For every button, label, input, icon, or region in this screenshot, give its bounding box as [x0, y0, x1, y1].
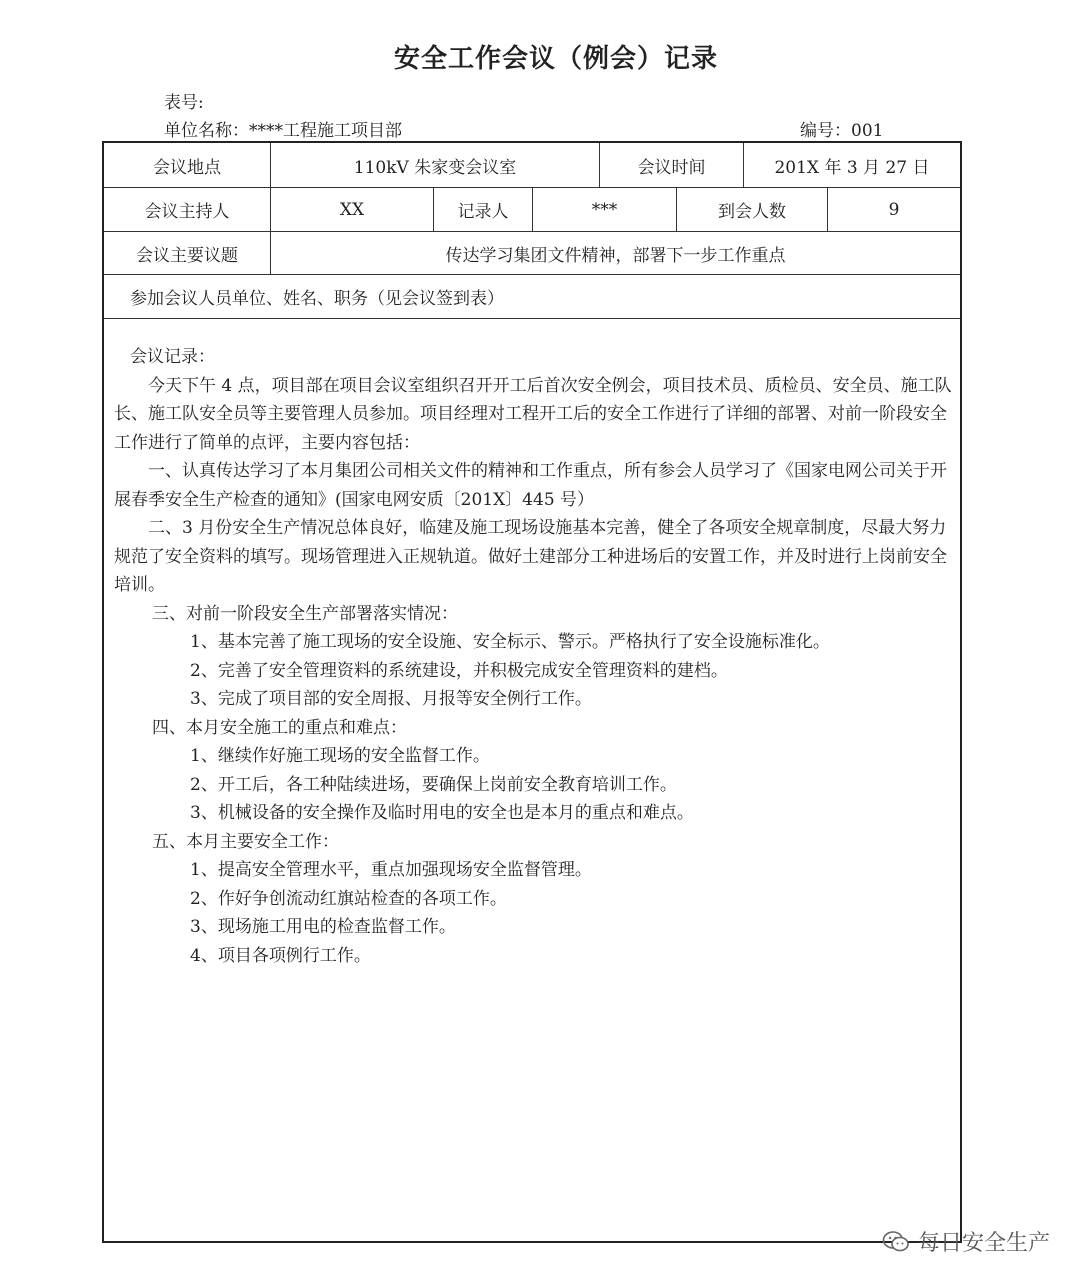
section-4-heading: 四、本月安全施工的重点和难点： — [152, 717, 407, 738]
section-5-item: 3、现场施工用电的检查监督工作。 — [190, 917, 456, 937]
unit-name: 单位名称：****工程施工项目部 — [164, 121, 402, 141]
topic-value: 传达学习集团文件精神，部署下一步工作重点 — [270, 232, 960, 274]
time-value: 201X 年 3 月 27 日 — [743, 143, 960, 187]
host-value: XX — [270, 188, 433, 231]
attendees-value: 9 — [827, 188, 960, 231]
section-5-heading: 五、本月主要安全工作： — [152, 831, 339, 852]
section-5-item: 4、项目各项例行工作。 — [190, 945, 371, 966]
serial-number: 编号：001 — [800, 121, 884, 141]
section-5-item: 1、提高安全管理水平，重点加强现场安全监督管理。 — [190, 860, 592, 880]
section-4-item: 1、继续作好施工现场的安全监督工作。 — [190, 746, 490, 766]
section-1: 一、认真传达学习了本月集团公司相关文件的精神和工作重点，所有参会人员学习了《国家电网公司关于开展春季安全生产检查的通知》(国家电网安质〔201X〕445 号） — [114, 461, 947, 510]
section-3-item: 1、基本完善了施工现场的安全设施、安全标示、警示。严格执行了安全设施标准化。 — [190, 632, 830, 652]
topic-label: 会议主要议题 — [136, 245, 238, 266]
section-3-item: 2、完善了安全管理资料的系统建设，并积极完成安全管理资料的建档。 — [190, 660, 728, 681]
record-intro: 今天下午 4 点，项目部在项目会议室组织召开开工后首次安全例会，项目技术员、质检员、安全员、施工队长、施工队安全员等主要管理人员参加。项目经理对工程开工后的安全工作进行了详细的部署、对前一阶段安全工作进行了简单的点评，主要内容包括： — [114, 375, 952, 453]
section-5-item: 2、作好争创流动红旗站检查的各项工作。 — [190, 888, 507, 909]
attendees-label: 到会人数 — [676, 188, 827, 231]
watermark — [882, 1226, 1050, 1257]
location-value: 110kV 朱家变会议室 — [270, 143, 599, 187]
section-2: 二、3 月份安全生产情况总体良好，临建及施工现场设施基本完善，健全了各项安全规章制度，尽最大努力规范了安全资料的填写。现场管理进入正规轨道。做好土建部分工种进场后的安置工作，并及时进行上岗前安全培训。 — [114, 518, 947, 595]
row-host-recorder — [104, 188, 960, 232]
form-number-label: 表号: — [164, 93, 204, 113]
row-participants — [104, 275, 960, 319]
wechat-icon — [882, 1230, 910, 1254]
recorder-value: *** — [532, 188, 676, 231]
host-label: 会议主持人 — [144, 202, 230, 222]
location-label: 会议地点 — [153, 157, 221, 178]
section-3-item: 3、完成了项目部的安全周报、月报等安全例行工作。 — [190, 689, 592, 709]
section-4-item: 3、机械设备的安全操作及临时用电的安全也是本月的重点和难点。 — [190, 803, 694, 823]
record-heading: 会议记录： — [130, 347, 215, 367]
document-title: 安全工作会议（例会）记录 — [393, 44, 718, 74]
recorder-label: 记录人 — [433, 188, 532, 231]
meeting-record — [114, 343, 954, 970]
time-label: 会议时间 — [599, 143, 743, 187]
section-4-item: 2、开工后，各工种陆续进场，要确保上岗前安全教育培训工作。 — [190, 774, 677, 795]
participants-note: 参加会议人员单位、姓名、职务（见会议签到表） — [130, 289, 504, 309]
watermark-text: 每日安全生产 — [917, 1231, 1050, 1256]
meeting-record-form — [102, 141, 962, 1243]
section-3-heading: 三、对前一阶段安全生产部署落实情况： — [152, 603, 458, 624]
row-location-time — [104, 143, 960, 188]
row-topic — [104, 232, 960, 275]
